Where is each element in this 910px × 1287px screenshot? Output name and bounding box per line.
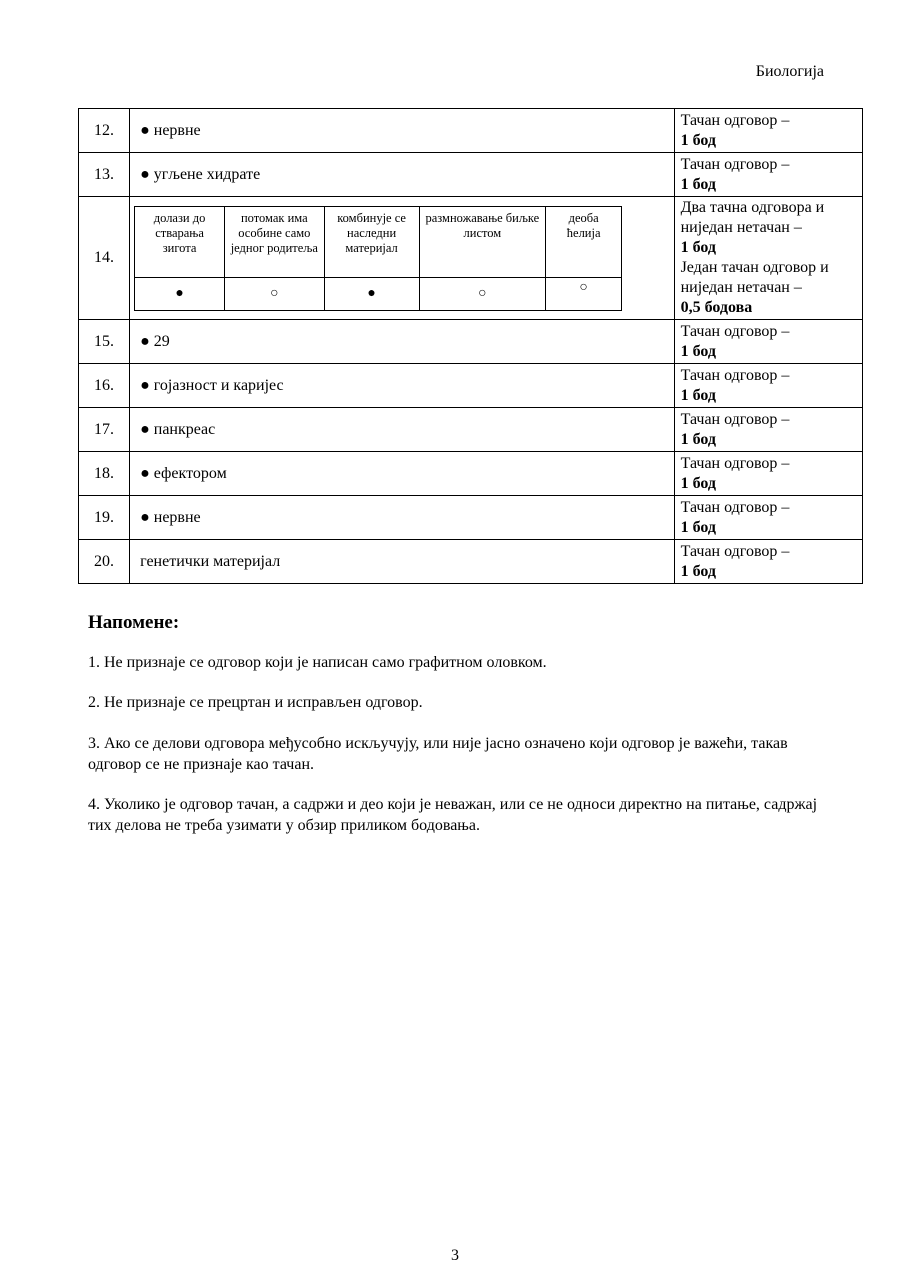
filled-circle-icon: ● (135, 277, 225, 310)
empty-circle-icon: ○ (419, 277, 546, 310)
scoring-points: 1 бод (680, 562, 716, 580)
note-item: 1. Не признаје се одговор који је написан само графитном оловком. (88, 654, 547, 671)
scoring-cell (674, 197, 862, 320)
note-item: 3. Ако се делови одговора међусобно искључују, или није јасно означено који одговор је важећи, такав одговор се не признаје као тачан. (88, 735, 788, 773)
scoring-points: 1 бод (680, 175, 716, 193)
answer-text: ● ефектором (130, 452, 674, 496)
scoring-text: Тачан одговор – (680, 366, 790, 384)
subject-header: Биологија (755, 63, 824, 80)
question-number: 14. (79, 197, 130, 320)
answer-text: ● угљене хидрате (130, 153, 674, 197)
answer-text: генетички материјал (130, 540, 674, 584)
table-row (79, 408, 863, 452)
scoring-text: Тачан одговор – (680, 410, 790, 428)
table-row (79, 320, 863, 364)
scoring-text: ниједан нетачан – (680, 279, 802, 296)
scoring-text: Тачан одговор – (680, 454, 790, 472)
scoring-cell (674, 408, 862, 452)
scoring-text: Тачан одговор – (680, 111, 790, 129)
note-item: 2. Не признаје се прецртан и исправљен одговор. (88, 694, 423, 711)
table-row (79, 496, 863, 540)
filled-circle-icon: ● (324, 277, 419, 310)
answer-text: ● панкреас (130, 408, 674, 452)
scoring-text: Тачан одговор – (680, 542, 790, 560)
scoring-cell (674, 109, 862, 153)
table-row (79, 452, 863, 496)
matrix-header: потомак има особине само једног родитеља (225, 206, 325, 277)
answer-text: ● гојазност и каријес (130, 364, 674, 408)
scoring-cell (674, 320, 862, 364)
answer-matrix-cell (130, 197, 674, 320)
scoring-cell (674, 153, 862, 197)
scoring-text: Тачан одговор – (680, 322, 790, 340)
scoring-cell (674, 364, 862, 408)
scoring-points: 1 бод (680, 239, 716, 256)
matrix-mark-row (135, 277, 622, 310)
scoring-text: ниједан нетачан – (680, 219, 802, 236)
scoring-points: 1 бод (680, 474, 716, 492)
scoring-cell (674, 452, 862, 496)
scoring-points: 1 бод (680, 430, 716, 448)
table-row (79, 153, 863, 197)
answer-text: ● 29 (130, 320, 674, 364)
question-number: 12. (79, 109, 130, 153)
question-number: 15. (79, 320, 130, 364)
matrix-header: долази до стварања зигота (135, 206, 225, 277)
answer-text: ● нервне (130, 109, 674, 153)
matrix-header: деоба ћелија (546, 206, 622, 277)
answer-matrix (134, 206, 622, 311)
note-item: 4. Уколико је одговор тачан, а садржи и део који је неважан, или се не односи директно на питање, садржај тих делова не треба узимати у обзир приликом бодовања. (88, 796, 818, 834)
empty-circle-icon: ○ (225, 277, 325, 310)
question-number: 19. (79, 496, 130, 540)
scoring-points: 1 бод (680, 518, 716, 536)
scoring-cell (674, 496, 862, 540)
scoring-text: Тачан одговор – (680, 498, 790, 516)
scoring-text: Тачан одговор – (680, 155, 790, 173)
table-row (79, 109, 863, 153)
scoring-text: Један тачан одговор и (680, 259, 829, 276)
matrix-header: комбинује се наследни материјал (324, 206, 419, 277)
scoring-points: 0,5 бодова (680, 299, 753, 316)
empty-circle-icon: ○ (546, 277, 622, 310)
scoring-points: 1 бод (680, 342, 716, 360)
page-number: 3 (451, 1247, 459, 1264)
question-number: 20. (79, 540, 130, 584)
table-row (79, 540, 863, 584)
question-number: 13. (79, 153, 130, 197)
table-row (79, 364, 863, 408)
scoring-cell (674, 540, 862, 584)
scoring-points: 1 бод (680, 131, 716, 149)
answer-text: ● нервне (130, 496, 674, 540)
question-number: 16. (79, 364, 130, 408)
matrix-header-row (135, 206, 622, 277)
table-row (79, 197, 863, 320)
notes-heading: Напомене: (88, 612, 180, 633)
scoring-points: 1 бод (680, 386, 716, 404)
question-number: 18. (79, 452, 130, 496)
matrix-header: размножавање биљке листом (419, 206, 546, 277)
question-number: 17. (79, 408, 130, 452)
scoring-text: Два тачна одговора и (680, 199, 825, 216)
answer-key-table (78, 108, 863, 584)
